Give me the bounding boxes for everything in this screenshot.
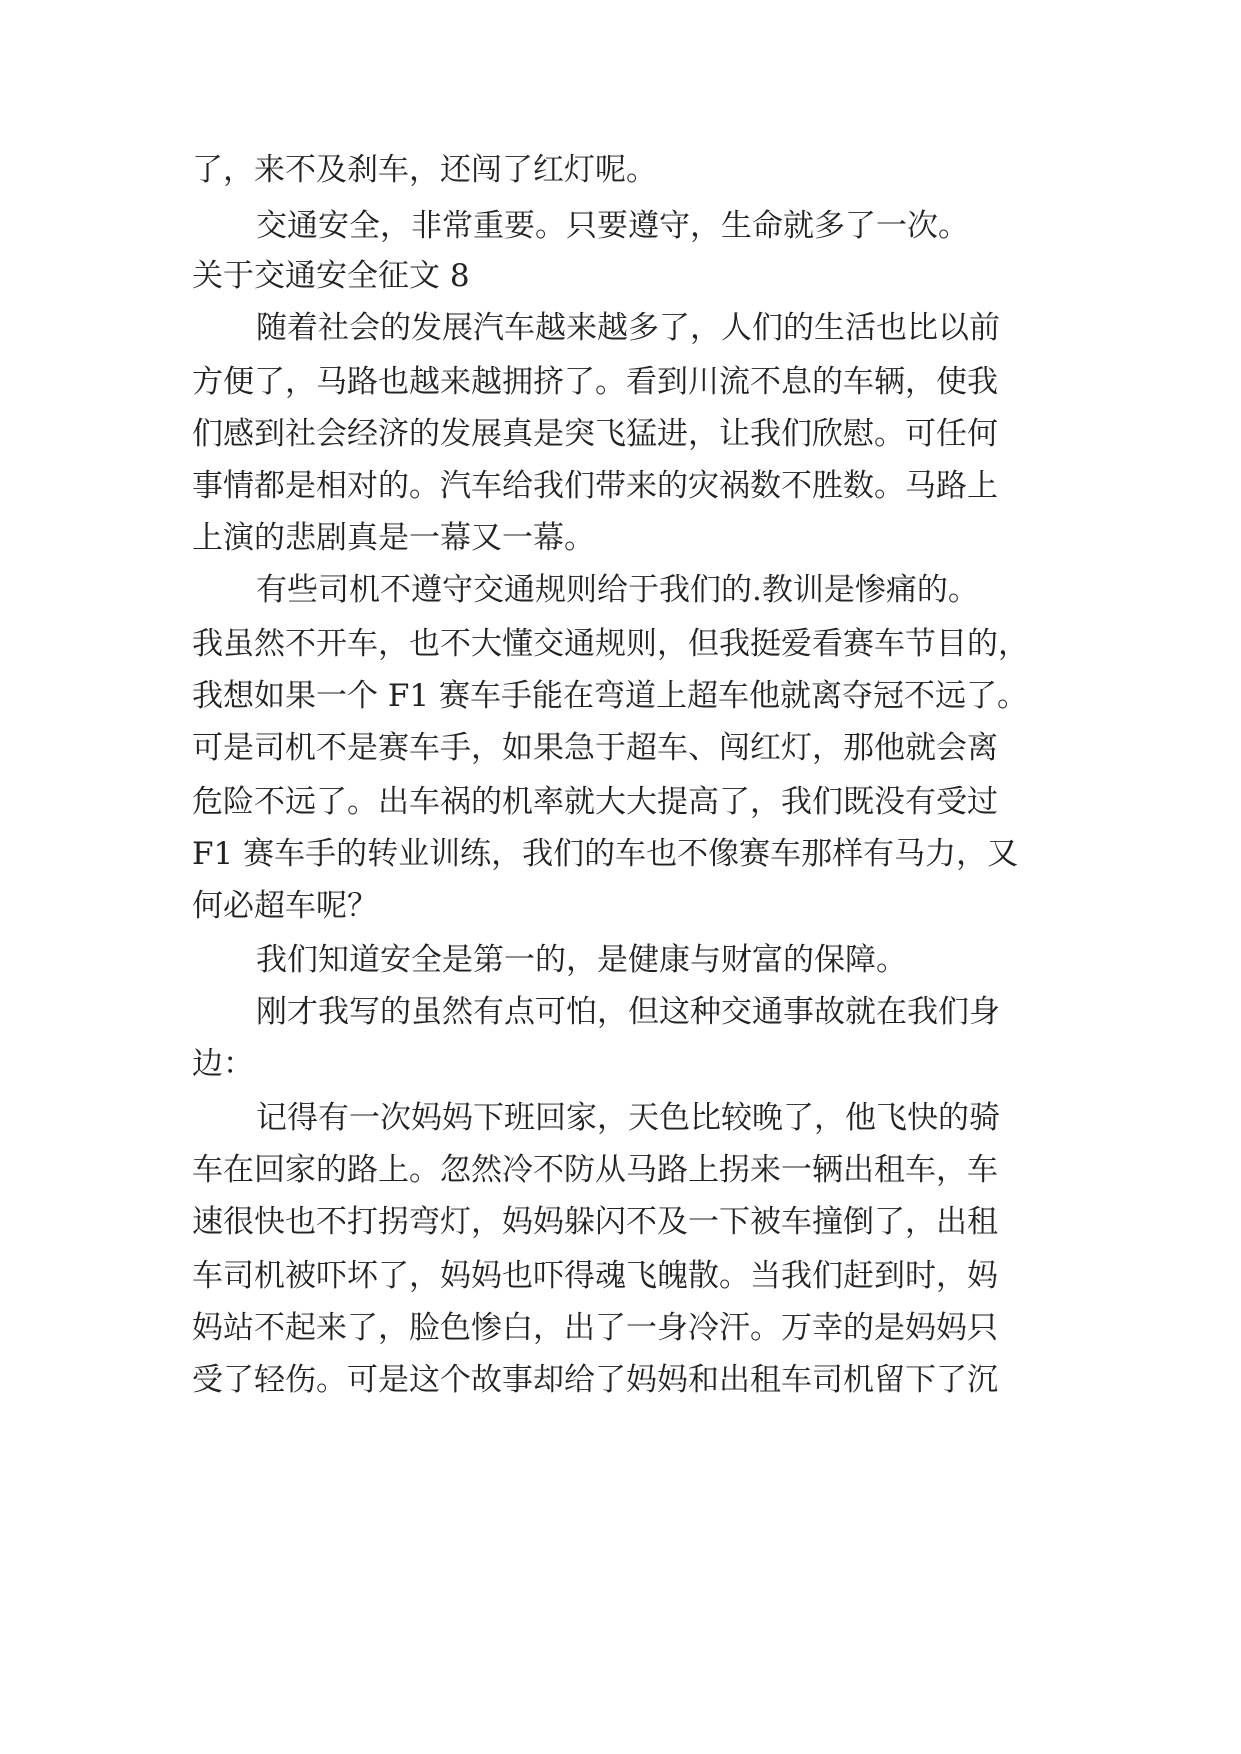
paragraph-line: 交通安全，非常重要。只要遵守，生命就多了一次。 <box>256 208 969 244</box>
text-line: 妈站不起来了，脸色惨白，出了一身冷汗。万幸的是妈妈只 <box>192 1310 998 1346</box>
text-line: 何必超车呢？ <box>192 888 378 924</box>
text-line: 车在回家的路上。忽然冷不防从马路上拐来一辆出租车，车 <box>192 1152 998 1188</box>
text-line: 们感到社会经济的发展真是突飞猛进，让我们欣慰。可任何 <box>192 416 998 452</box>
text-line: 速很快也不打拐弯灯，妈妈躲闪不及一下被车撞倒了，出租 <box>192 1204 998 1240</box>
text-line: 受了轻伤。可是这个故事却给了妈妈和出租车司机留下了沉 <box>192 1362 998 1398</box>
text-line: 了，来不及刹车，还闯了红灯呢。 <box>192 152 657 188</box>
text-line: F1 赛车手的转业训练，我们的车也不像赛车那样有马力，又 <box>192 836 1019 872</box>
text-line: 我想如果一个 F1 赛车手能在弯道上超车他就离夺冠不远了。 <box>192 678 1028 714</box>
paragraph-line: 刚才我写的虽然有点可怕，但这种交通事故就在我们身 <box>256 994 1000 1030</box>
text-line: 上演的悲剧真是一幕又一幕。 <box>192 520 595 556</box>
text-line: 方便了，马路也越来越拥挤了。看到川流不息的车辆，使我 <box>192 364 998 400</box>
text-line: 我虽然不开车，也不大懂交通规则，但我挺爱看赛车节目的， <box>192 626 1029 662</box>
text-line: 危险不远了。出车祸的机率就大大提高了，我们既没有受过 <box>192 784 998 820</box>
text-line: 事情都是相对的。汽车给我们带来的灾祸数不胜数。马路上 <box>192 468 998 504</box>
paragraph-line: 随着社会的发展汽车越来越多了，人们的生活也比以前 <box>256 310 1000 346</box>
text-line: 车司机被吓坏了，妈妈也吓得魂飞魄散。当我们赶到时，妈 <box>192 1258 998 1294</box>
paragraph-line: 我们知道安全是第一的，是健康与财富的保障。 <box>256 942 907 978</box>
text-line: 边： <box>192 1046 254 1082</box>
section-heading: 关于交通安全征文 8 <box>192 258 470 294</box>
paragraph-line: 有些司机不遵守交通规则给于我们的.教训是惨痛的。 <box>256 572 979 608</box>
paragraph-line: 记得有一次妈妈下班回家，天色比较晚了，他飞快的骑 <box>256 1100 1000 1136</box>
text-line: 可是司机不是赛车手，如果急于超车、闯红灯，那他就会离 <box>192 730 998 766</box>
